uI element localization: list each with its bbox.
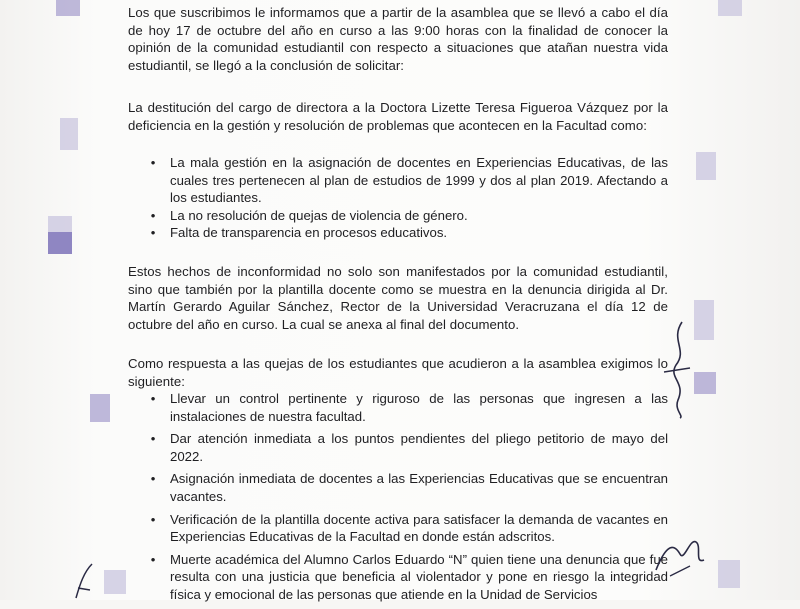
bullet-icon: • bbox=[150, 155, 156, 170]
bullet-icon: • bbox=[150, 511, 156, 527]
list-item-text: Muerte académica del Alumno Carlos Eduardo “N” quien tiene una denuncia que fue resulta con una justicia que beneficia al violentador y pone en riesgo la integridad física y emocional de las personas que atiende en la Unidad de Servicios bbox=[170, 551, 668, 602]
list-item-text: La mala gestión en la asignación de docentes en Experiencias Educativas, de las cuales tres pertenecen al plan de estudios de 1999 y dos al plan 2019. Afectando a los estudiantes. bbox=[170, 155, 668, 206]
redacted-signature bbox=[718, 0, 742, 16]
redacted-signature bbox=[48, 216, 72, 232]
destitution-paragraph: La destitución del cargo de directora a la Doctora Lizette Teresa Figueroa Vázquez por la deficiencia en la gestión y resolución de problemas que acontecen en la Facultad como: bbox=[128, 100, 668, 133]
handwritten-mark-icon bbox=[70, 560, 100, 600]
redacted-signature bbox=[90, 394, 110, 422]
redacted-signature bbox=[104, 570, 126, 594]
list-item bbox=[146, 390, 668, 425]
bullet-icon: • bbox=[150, 431, 156, 447]
redacted-signature bbox=[60, 118, 78, 150]
bullet-icon: • bbox=[150, 391, 156, 406]
list-item bbox=[146, 430, 668, 465]
handwritten-signature-icon bbox=[650, 520, 710, 580]
list-item bbox=[146, 511, 668, 546]
list-item bbox=[146, 154, 668, 207]
list-item bbox=[146, 224, 668, 242]
response-paragraph: Como respuesta a las quejas de los estudiantes que acudieron a la asamblea exigimos lo siguiente: bbox=[128, 356, 668, 389]
list-item-text: Falta de transparencia en procesos educativos. bbox=[170, 225, 448, 241]
bullet-icon: • bbox=[150, 207, 156, 223]
redacted-signature bbox=[48, 232, 72, 254]
handwritten-signature-icon bbox=[660, 320, 700, 420]
list-item bbox=[146, 470, 668, 505]
list-item-text: Asignación inmediata de docentes a las Experiencias Educativas que se encuentran vacantes. bbox=[170, 471, 668, 504]
redacted-signature bbox=[718, 560, 740, 588]
facts-paragraph: Estos hechos de inconformidad no solo son manifestados por la comunidad estudiantil, sino que también por la plantilla docente como se muestra en la denuncia dirigida al Dr. Martín Gerardo Aguilar Sánchez, Rector de la Universidad Veracruzana el día 12 de octubre del año en curso. La cual se anexa al final del documento. bbox=[128, 264, 668, 332]
bullet-icon: • bbox=[150, 551, 156, 567]
list-item bbox=[146, 207, 668, 225]
demands-list bbox=[146, 390, 668, 609]
redacted-signature bbox=[696, 152, 716, 180]
list-item-text: Dar atención inmediata a los puntos pendientes del pliego petitorio de mayo del 2022. bbox=[170, 431, 668, 464]
problems-list bbox=[146, 154, 668, 242]
redacted-signature bbox=[56, 0, 80, 16]
list-item-text: Verificación de la plantilla docente activa para satisfacer la demanda de vacantes en Experiencias Educativas de la Facultad en donde están adscritos. bbox=[170, 511, 668, 545]
bullet-icon: • bbox=[150, 471, 156, 487]
list-item-text: La no resolución de quejas de violencia de género. bbox=[170, 207, 468, 223]
list-item-text: Llevar un control pertinente y riguroso de las personas que ingresen a las instalaciones de nuestra facultad. bbox=[170, 391, 668, 424]
intro-paragraph: Los que suscribimos le informamos que a partir de la asamblea que se llevó a cabo el día de hoy 17 de octubre del año en curso a las 9:00 horas con la finalidad de conocer la opinión de la comunidad estudiantil con respecto a situaciones que atañan nuestra vida estudiantil, se llegó a la conclusión de solicitar: bbox=[128, 5, 668, 73]
bullet-icon: • bbox=[150, 225, 156, 241]
list-item bbox=[146, 551, 668, 604]
